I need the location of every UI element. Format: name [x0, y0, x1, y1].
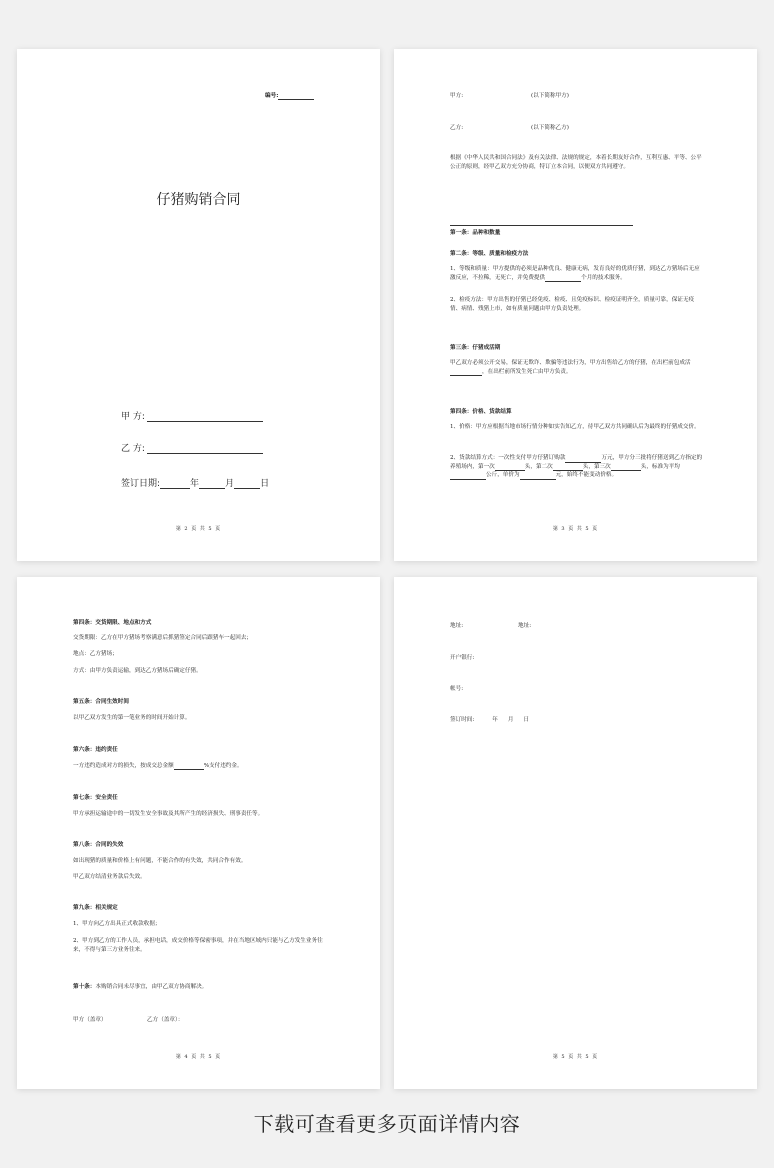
address-a: 地址:	[450, 623, 464, 629]
section-2-title: 第二条：等级、质量和检疫方法	[450, 251, 529, 257]
section-5-line-1: 以甲乙双方发生的第一笔业务的时间开始计算。	[73, 715, 191, 721]
section-9-title: 第九条：相关规定	[73, 905, 118, 911]
section-1-blank-line	[450, 225, 633, 226]
section-4-title: 第四条：价格、货款结算	[450, 409, 512, 415]
section-9-line-2: 2、甲方到乙方的工作人员，承担电话，成交价格等保密事项，并在当地区域内只能与乙方发生业务往来，不得与第三方业务往来。	[73, 938, 323, 953]
section-4-line-3: 方式：由甲方负责运输，到达乙方猪场后确定仔猪。	[73, 668, 202, 674]
section-8-line-1: 如出现猪的质量和价格上有问题，不能合作的有失效，共同合作有效。	[73, 858, 247, 864]
section-2-para-2: 2、检疫方法：甲方出售的仔猪已经免疫、检疫、且免疫标识、检疫证明齐全，质量可靠，保证无疫情、病情、残猪上市，如有质量问题由甲方负责处理。	[450, 297, 695, 312]
party-b-label: 乙方:	[450, 125, 464, 131]
contract-page-3	[394, 49, 757, 561]
section-8-line-2: 甲乙双方结清业务款后失效。	[73, 874, 146, 880]
party-b-note: (以下简称乙方)	[531, 125, 569, 131]
intro-paragraph: 根据《中华人民共和国合同法》及有关法律、法规的规定，本着长期友好合作，互利互惠、平等、公平公正的原则，经甲乙双方充分协商，特订立本合同，以便双方共同遵守。	[450, 155, 702, 170]
bank-label: 开户银行:	[450, 655, 475, 661]
download-caption: 下载可查看更多页面详情内容	[253, 1112, 521, 1136]
party-b-line: 乙 方:	[121, 441, 263, 454]
section-4-line-2: 地点：乙方猪场；	[73, 651, 118, 657]
section-4-line-1: 交货期限：乙方在甲方猪场考察满意后抓猪签定合同后跟猪车一起回去；	[73, 635, 253, 641]
address-b: 地址:	[518, 623, 532, 629]
page-footer: 第 2 页 共 5 页	[175, 526, 222, 532]
contract-page-5	[394, 577, 757, 1089]
section-8-title: 第八条：合同的失效	[73, 842, 124, 848]
sign-date-line: 签订日期: 年 月 日	[121, 479, 270, 489]
page-footer: 第 5 页 共 5 页	[552, 1054, 599, 1060]
section-3-para-1: 甲乙双方必须公开交易，保证无欺诈、欺骗等违法行为，甲方出售给乙方的仔猪，在出栏前包成活，在出栏前所发生死亡由甲方负责。	[450, 360, 691, 375]
party-a-note: (以下简称甲方)	[531, 93, 569, 99]
section-3-title: 第三条：仔猪成活期	[450, 345, 501, 351]
account-label: 帐号:	[450, 686, 464, 692]
sign-party-a: 甲方（盖章）	[73, 1017, 107, 1023]
section-1-title: 第一条：品种和数量	[450, 230, 501, 236]
section-7-title: 第七条：安全责任	[73, 795, 118, 801]
section-6-line-1: 一方违约造成对方的损失，按成交总金额 %支付违约金。	[73, 763, 243, 769]
party-a-label: 甲方:	[450, 93, 464, 99]
section-9-line-1: 1、甲方向乙方出具正式收款收据；	[73, 921, 161, 927]
section-6-title: 第六条：违约责任	[73, 747, 118, 753]
section-2-para-1: 1、等级和质量：甲方提供的必须是品种优良、健康无病，发育良好的优质仔猪，到达乙方猪场后无应激反应，不拉稀，无死亡，并免费提供 个月的技术服务。	[450, 266, 700, 281]
section-7-line-1: 甲方承担运输途中的一切发生安全事故及其所产生的经济损失、刑事责任等。	[73, 811, 264, 817]
party-a-line: 甲 方:	[121, 409, 263, 422]
watermark	[100, 349, 120, 373]
contract-page-4	[17, 577, 380, 1089]
section-5-title: 第五条：合同生效时间	[73, 699, 129, 705]
sign-party-b: 乙方（盖章）：	[147, 1017, 184, 1023]
contract-title: 仔猪购销合同	[156, 192, 241, 208]
sign-time-line: 签订时间: 年 月 日	[450, 717, 530, 723]
page-footer: 第 3 页 共 5 页	[552, 526, 599, 532]
contract-page-cover	[17, 49, 380, 561]
section-10-line: 第十条：本购销合同未尽事宜，由甲乙双方协商解决。	[73, 984, 208, 990]
section-4-delivery-title: 第四条：交货期限、地点和方式	[73, 620, 152, 626]
section-4-para-2: 2、货款结算方式：一次性支付甲方仔猪订购款 万元，甲方分三批将仔猪送到乙方指定的养殖场内，第一次 头，第二次 头，第三次 头，标准为平均公斤，单价为 元，始终不能变动价格。	[450, 455, 703, 478]
section-4-para-1: 1、价格：甲方应根据当地市场行情分种如实告知乙方，待甲乙双方共同确认后为最终的仔猪成交价。	[450, 424, 700, 430]
page-footer: 第 4 页 共 5 页	[175, 1054, 222, 1060]
contract-number-label: 编号:	[265, 93, 314, 100]
